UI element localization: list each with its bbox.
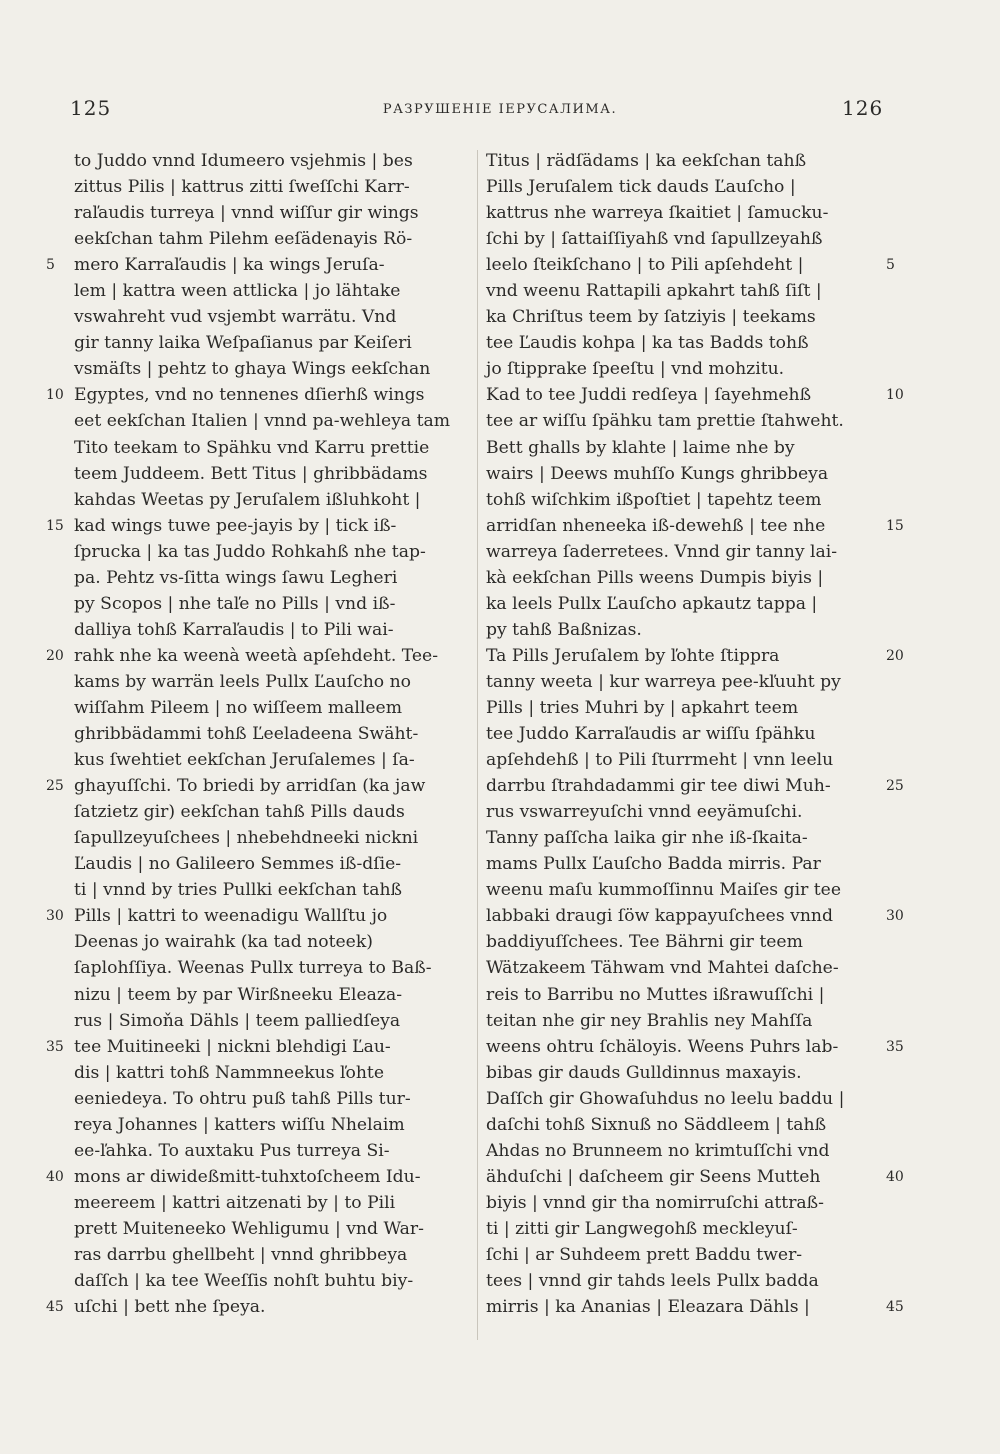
line-number: 30 [886, 908, 904, 925]
text-line: pa. Pehtz vs-ſitta wings ſawu Legheri [74, 567, 398, 588]
text-line: py Scopos | nhe taľe no Pills | vnd iß- [74, 593, 396, 614]
text-line: teem Juddeem. Bett Titus | ghribbädams [74, 463, 428, 484]
line-number: 45 [46, 1299, 64, 1316]
text-line: Pills | tries Muhri by | apkahrt teem [486, 697, 799, 718]
line-number: 15 [46, 517, 64, 534]
text-line: Pills Jeruſalem tick dauds Ľauſcho | [486, 177, 796, 198]
text-line: jo ſtipprake ſpeeſtu | vnd mohzitu. [486, 359, 785, 380]
text-line: kus ſwehtiet eekſchan Jeruſalemes | ſa- [74, 750, 415, 771]
text-line: ras darrbu ghellbeht | vnnd ghribbeya [74, 1244, 408, 1265]
text-line: tee Juddo Karraľaudis ar wiſſu ſpähku [486, 724, 816, 745]
text-line: mons ar diwideßmitt-tuhxtoſcheem Idu- [74, 1166, 421, 1187]
text-line: biyis | vnnd gir tha nomirruſchi attraß- [486, 1192, 824, 1213]
text-line: tees | vnnd gir tahds leels Pullx badda [486, 1271, 819, 1292]
text-line: meereem | kattri aitzenati by | to Pili [74, 1192, 396, 1213]
text-line: darrbu ſtrahdadammi gir tee diwi Muh- [486, 776, 831, 797]
line-number: 10 [886, 387, 904, 404]
text-line: eet eekſchan Italien | vnnd pa-wehleya tam [74, 411, 451, 432]
text-line: ee-ľahka. To auxtaku Pus turreya Si- [74, 1140, 390, 1161]
text-line: kattrus nhe warreya ſkaitiet | ſamucku- [486, 203, 829, 224]
line-number: 20 [886, 647, 904, 664]
text-line: rus | Simoňa Dähls | teem palliedſeya [74, 1010, 401, 1031]
text-line: reya Johannes | katters wiſſu Nhelaim [74, 1114, 405, 1135]
right-column [486, 148, 878, 1320]
text-line: baddiyuſſchees. Tee Bährni gir teem [486, 932, 803, 953]
text-line: dis | kattri tohß Nammneekus ľohte [74, 1062, 385, 1083]
text-line: prett Muiteneeko Wehligumu | vnd War- [74, 1218, 424, 1239]
text-line: dalliya tohß Karraľaudis | to Pili wai- [74, 619, 394, 640]
text-line: wiſſahm Pileem | no wiſſeem malleem [74, 697, 403, 718]
line-number: 35 [886, 1038, 904, 1055]
text-line: Bett ghalls by klahte | laime nhe by [486, 437, 795, 458]
text-line: kahdas Weetas py Jeruſalem ißluhkoht | [74, 489, 421, 510]
text-line: uſchi | bett nhe ſpeya. [74, 1297, 266, 1318]
running-title: РАЗРУШЕНІЕ ІЕРУСАЛИМА. [382, 102, 618, 117]
text-line: ſprucka | ka tas Juddo Rohkahß nhe tap- [74, 541, 426, 562]
page-number-left: 125 [70, 96, 112, 120]
text-line: wairs | Deews muhſſo Kungs ghribbeya [486, 463, 829, 484]
text-line: teitan nhe gir ney Brahlis ney Mahſſa [486, 1010, 813, 1031]
text-line: ka leels Pullx Ľauſcho apkautz tappa | [486, 593, 818, 614]
text-line: vsmäſts | pehtz to ghaya Wings eekſchan [74, 359, 431, 380]
text-line: kà eekſchan Pills weens Dumpis biyis | [486, 567, 824, 588]
text-line: ähduſchi | daſcheem gir Seens Mutteh [486, 1166, 821, 1187]
line-number: 20 [46, 647, 64, 664]
text-line: kad wings tuwe pee-jayis by | tick iß- [74, 515, 397, 536]
text-line: ghribbädammi tohß Ľeeladeena Swäht- [74, 724, 419, 745]
line-number: 45 [886, 1299, 904, 1316]
line-number: 30 [46, 908, 64, 925]
text-line: ti | zitti gir Langwegohß meckleyuſ- [486, 1218, 798, 1239]
line-number: 25 [886, 778, 904, 795]
text-line: mirris | ka Ananias | Eleazara Dähls | [486, 1297, 810, 1318]
left-column [74, 148, 466, 1320]
text-line: Deenas jo wairahk (ka tad noteek) [74, 932, 373, 953]
text-line: kams by warrän leels Pullx Ľauſcho no [74, 671, 412, 692]
text-line: daſſch | ka tee Weeſſis nohſt buhtu biy- [74, 1271, 414, 1292]
text-line: Egyptes, vnd no tennenes dſierhß wings [74, 385, 425, 406]
text-line: Pills | kattri to weenadigu Wallſtu jo [74, 906, 388, 927]
line-number: 5 [46, 257, 55, 274]
text-line: to Juddo vnnd Idumeero vsjehmis | bes [74, 151, 413, 171]
text-line: ſapullzeyuſchees | nhebehdneeki nickni [74, 828, 419, 849]
text-line: weens ohtru ſchäloyis. Weens Puhrs lab- [486, 1036, 839, 1057]
text-line: rahk nhe ka weenà weetà apſehdeht. Tee- [74, 645, 439, 666]
text-line: tohß wiſchkim ißpoſtiet | tapehtz teem [486, 489, 822, 510]
text-line: daſchi tohß Sixnuß no Säddleem | tahß [486, 1114, 827, 1135]
text-line: raľaudis turreya | vnnd wiſſur gir wings [74, 203, 419, 224]
text-line: leelo ſteikſchano | to Pili apſehdeht | [486, 255, 804, 276]
text-line: eekſchan tahm Pilehm eeſädenayis Rö- [74, 229, 413, 250]
text-line: tee ar wiſſu ſpähku tam prettie ſtahweht. [486, 411, 844, 432]
text-line: Kad to tee Juddi redſeya | ſayehmehß [486, 385, 812, 406]
text-line: warreya ſaderretees. Vnnd gir tanny lai- [486, 541, 838, 562]
text-line: ſatzietz gir) eekſchan tahß Pills dauds [74, 802, 405, 823]
column-divider [477, 150, 478, 1340]
text-line: apſehdehß | to Pili ſturrmeht | vnn leelu [486, 750, 834, 771]
text-line: vswahreht vud vsjembt warrätu. Vnd [74, 307, 397, 328]
text-line: zittus Pilis | kattrus zitti ſweſſchi Karr- [74, 177, 410, 198]
text-line: tee Muitineeki | nickni blehdigi Ľau- [74, 1036, 391, 1057]
text-line: ſaplohſſiya. Weenas Pullx turreya to Baß- [74, 958, 432, 979]
line-number: 15 [886, 517, 904, 534]
text-line: ſchi | ar Suhdeem prett Baddu twer- [486, 1244, 803, 1265]
line-number: 10 [46, 387, 64, 404]
text-line: bibas gir dauds Gulldinnus maxayis. [486, 1062, 802, 1083]
text-line: reis to Barribu no Muttes ißrawuſſchi | [486, 984, 825, 1005]
page-number-right: 126 [842, 96, 884, 120]
text-line: arridſan nheneeka iß-dewehß | tee nhe [486, 515, 826, 536]
text-line: tanny weeta | kur warreya pee-kľuuht py [486, 671, 841, 692]
text-line: tee Ľaudis kohpa | ka tas Badds tohß [486, 333, 809, 354]
text-line: labbaki draugi ſöw kappayuſchees vnnd [486, 906, 833, 927]
text-line: rus vswarreyuſchi vnnd eeyämuſchi. [486, 802, 803, 823]
text-line: Tito teekam to Spähku vnd Karru prettie [74, 437, 430, 458]
text-line: weenu maſu kummoſſinnu Maiſes gir tee [486, 880, 842, 901]
text-line: Tanny paſſcha laika gir nhe iß-ſkaita- [486, 828, 808, 849]
text-line: Ta Pills Jeruſalem by ľohte ſtippra [486, 645, 780, 666]
text-line: ghayuſſchi. To briedi by arridſan (ka jaw [74, 776, 426, 797]
text-line: eeniedeya. To ohtru puß tahß Pills tur- [74, 1088, 411, 1109]
page-header [0, 96, 1000, 126]
text-line: nizu | teem by par Wirßneeku Eleaza- [74, 984, 403, 1005]
line-number: 35 [46, 1038, 64, 1055]
line-number: 5 [886, 257, 895, 274]
text-line: ſchi by | ſattaiſſiyahß vnd ſapullzeyahß [486, 229, 823, 250]
text-line: Ahdas no Brunneem no krimtuſſchi vnd [486, 1140, 830, 1161]
text-line: vnd weenu Rattapili apkahrt tahß ſiſt | [486, 281, 822, 302]
text-line: gir tanny laika Weſpaſianus par Keiſeri [74, 333, 412, 354]
text-line: ti | vnnd by tries Pullki eekſchan tahß [74, 880, 402, 901]
text-line: mero Karraľaudis | ka wings Jeruſa- [74, 255, 385, 276]
text-line: Titus | rädſädams | ka eekſchan tahß [486, 151, 807, 171]
line-number: 40 [886, 1168, 904, 1185]
line-number: 40 [46, 1168, 64, 1185]
text-line: ka Chriſtus teem by ſatziyis | teekams [486, 307, 816, 328]
line-number: 25 [46, 778, 64, 795]
text-line: lem | kattra ween attlicka | jo lähtake [74, 281, 401, 302]
text-line: Wätzakeem Tähwam vnd Mahtei daſche- [486, 958, 839, 979]
text-line: py tahß Baßnizas. [486, 619, 642, 640]
text-line: Daſſch gir Ghowaſuhdus no leelu baddu | [486, 1088, 845, 1109]
text-line: Ľaudis | no Galileero Semmes iß-dſie- [74, 854, 402, 875]
text-line: mams Pullx Ľauſcho Badda mirris. Par [486, 854, 821, 875]
